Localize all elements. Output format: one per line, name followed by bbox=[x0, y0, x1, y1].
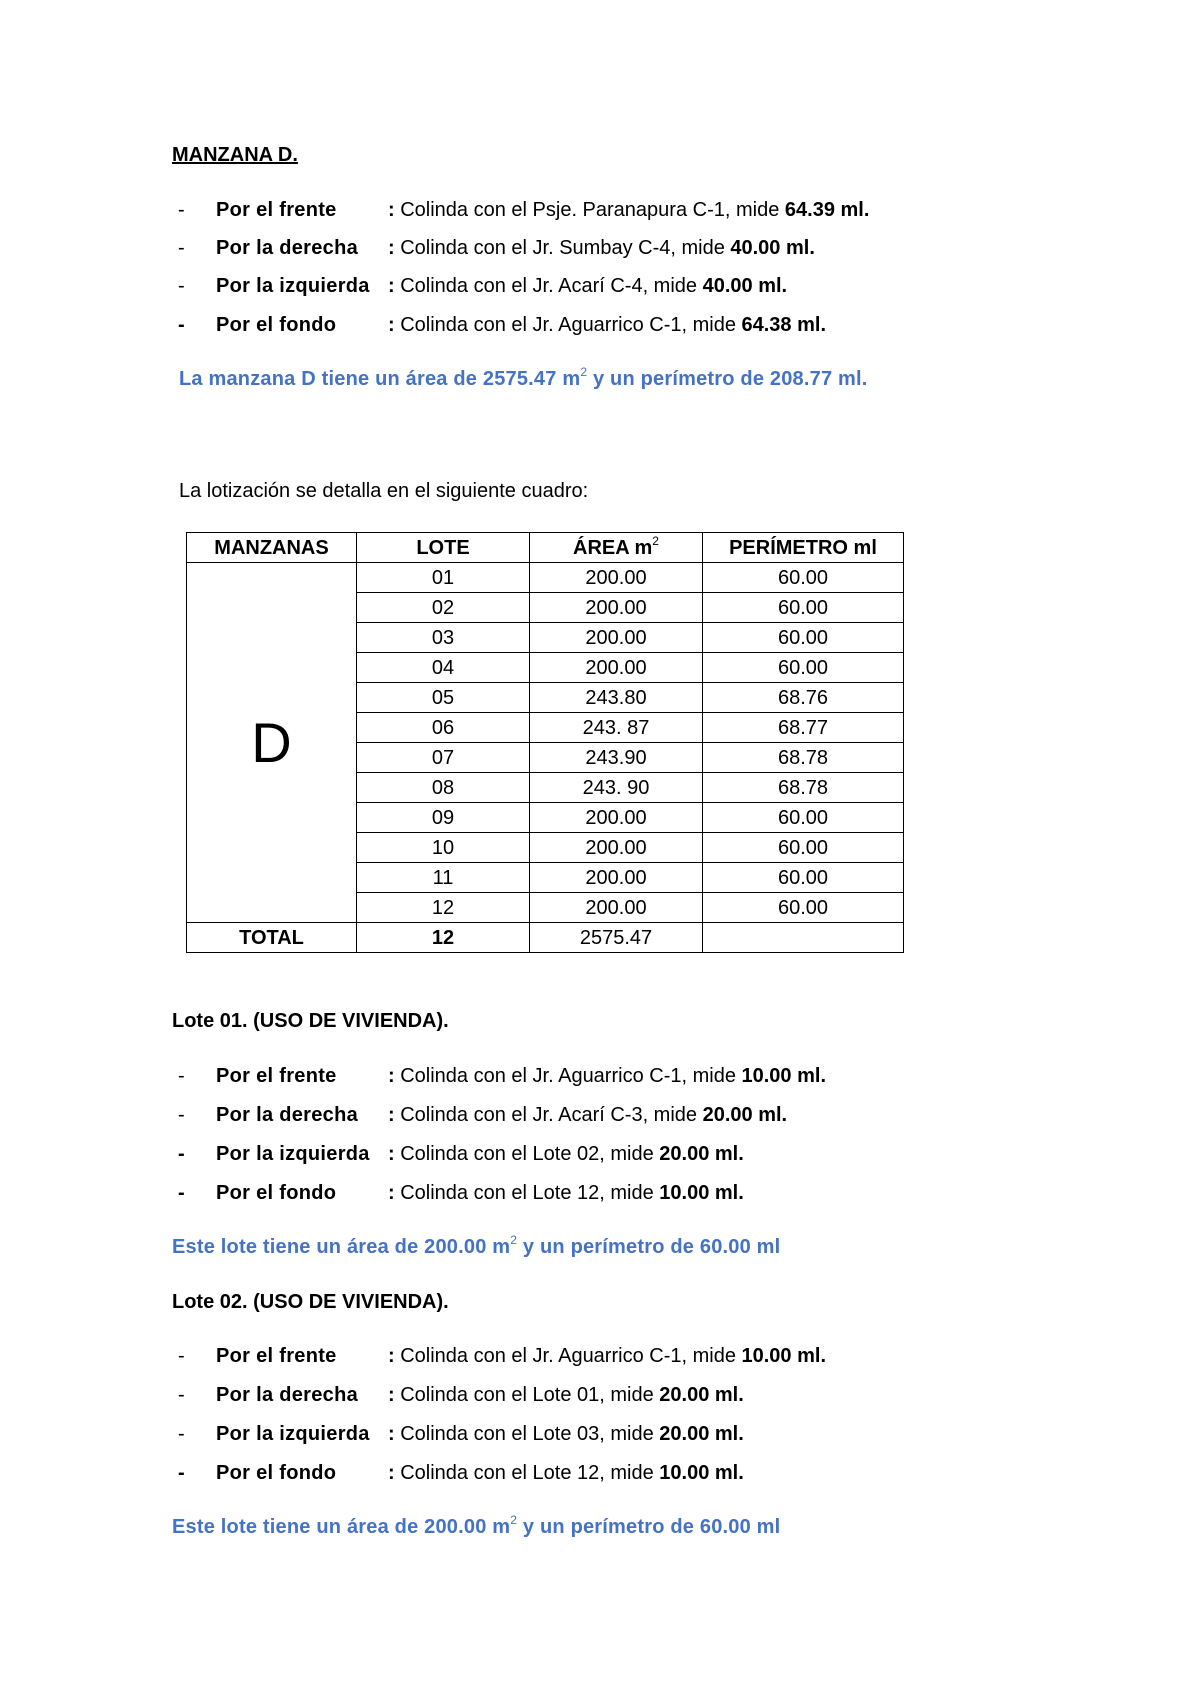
total-label: TOTAL bbox=[187, 923, 357, 953]
summary-text: La manzana D tiene un área de 2575.47 m bbox=[179, 368, 581, 390]
summary-superscript: 2 bbox=[510, 1233, 518, 1247]
boundary-label: Por la derecha bbox=[216, 1104, 359, 1126]
cell-perimetro: 60.00 bbox=[703, 593, 904, 623]
boundary-measure: 20.00 ml. bbox=[702, 1104, 788, 1126]
cell-area: 200.00 bbox=[530, 653, 703, 683]
boundary-text: Colinda con el Lote 02, mide bbox=[394, 1143, 660, 1165]
cell-lote: 10 bbox=[357, 833, 530, 863]
summary-text-end: y un perímetro de 208.77 ml. bbox=[587, 368, 868, 390]
bullet-dash: - bbox=[178, 1462, 185, 1484]
cell-area: 243.80 bbox=[530, 683, 703, 713]
boundary-colon: : bbox=[388, 1384, 395, 1406]
boundary-measure: 20.00 ml. bbox=[659, 1384, 744, 1406]
boundary-measure: 10.00 ml. bbox=[741, 1065, 827, 1087]
boundary-measure: 64.38 ml. bbox=[741, 314, 827, 336]
total-lote: 12 bbox=[357, 923, 530, 953]
lote01-summary bbox=[172, 1233, 781, 1259]
boundary-measure: 10.00 ml. bbox=[659, 1462, 744, 1484]
cell-lote: 09 bbox=[357, 803, 530, 833]
header-area-sup: 2 bbox=[652, 533, 659, 548]
table-intro: La lotización se detalla en el siguiente cuadro: bbox=[179, 480, 589, 502]
total-area: 2575.47 bbox=[530, 923, 703, 953]
boundary-measure: 10.00 ml. bbox=[741, 1345, 827, 1367]
cell-lote: 05 bbox=[357, 683, 530, 713]
boundary-colon: : bbox=[388, 275, 395, 297]
cell-lote: 02 bbox=[357, 593, 530, 623]
bullet-dash: - bbox=[178, 1143, 185, 1165]
cell-perimetro: 60.00 bbox=[703, 563, 904, 593]
boundary-label: Por la derecha bbox=[216, 1384, 359, 1406]
cell-perimetro: 68.78 bbox=[703, 773, 904, 803]
boundary-measure: 10.00 ml. bbox=[659, 1182, 744, 1204]
cell-lote: 07 bbox=[357, 743, 530, 773]
cell-area: 200.00 bbox=[530, 563, 703, 593]
total-perimetro bbox=[703, 923, 904, 953]
table-total-row bbox=[187, 923, 904, 953]
cell-area: 243. 90 bbox=[530, 773, 703, 803]
lote02-title: Lote 02. (USO DE VIVIENDA). bbox=[172, 1291, 449, 1313]
boundary-colon: : bbox=[388, 1462, 395, 1484]
boundary-colon: : bbox=[388, 1104, 395, 1126]
boundary-label: Por el fondo bbox=[216, 1462, 337, 1484]
cell-perimetro: 68.77 bbox=[703, 713, 904, 743]
bullet-dash: - bbox=[178, 1065, 185, 1087]
header-area bbox=[530, 533, 703, 563]
cell-lote: 03 bbox=[357, 623, 530, 653]
lotization-table bbox=[186, 532, 904, 953]
boundary-text: Colinda con el Lote 03, mide bbox=[394, 1423, 660, 1445]
boundary-measure: 40.00 ml. bbox=[702, 275, 788, 297]
boundary-text: Colinda con el Lote 12, mide bbox=[394, 1462, 660, 1484]
cell-perimetro: 60.00 bbox=[703, 893, 904, 923]
boundary-measure: 20.00 ml. bbox=[659, 1423, 744, 1445]
boundary-text: Colinda con el Lote 01, mide bbox=[394, 1384, 660, 1406]
table-header-row bbox=[187, 533, 904, 563]
boundary-colon: : bbox=[388, 1345, 395, 1367]
boundary-label: Por la izquierda bbox=[216, 275, 370, 297]
bullet-dash: - bbox=[178, 237, 185, 259]
summary-text: Este lote tiene un área de 200.00 m bbox=[172, 1236, 511, 1258]
bullet-dash: - bbox=[178, 1345, 185, 1367]
boundary-label: Por la derecha bbox=[216, 237, 359, 259]
cell-perimetro: 68.78 bbox=[703, 743, 904, 773]
lote01-title: Lote 01. (USO DE VIVIENDA). bbox=[172, 1010, 449, 1032]
header-lote: LOTE bbox=[357, 533, 530, 563]
cell-area: 200.00 bbox=[530, 623, 703, 653]
cell-perimetro: 60.00 bbox=[703, 803, 904, 833]
boundary-text: Colinda con el Jr. Sumbay C-4, mide bbox=[394, 237, 731, 259]
boundary-label: Por la izquierda bbox=[216, 1423, 370, 1445]
summary-superscript: 2 bbox=[510, 1513, 518, 1527]
cell-perimetro: 60.00 bbox=[703, 623, 904, 653]
boundary-text: Colinda con el Jr. Aguarrico C-1, mide bbox=[394, 314, 742, 336]
summary-text-end: y un perímetro de 60.00 ml bbox=[517, 1516, 781, 1538]
boundary-colon: : bbox=[388, 1182, 395, 1204]
boundary-measure: 20.00 ml. bbox=[659, 1143, 744, 1165]
cell-area: 243.90 bbox=[530, 743, 703, 773]
cell-perimetro: 68.76 bbox=[703, 683, 904, 713]
boundary-label: Por el frente bbox=[216, 1345, 337, 1367]
boundary-colon: : bbox=[388, 1423, 395, 1445]
summary-text: Este lote tiene un área de 200.00 m bbox=[172, 1516, 511, 1538]
boundary-colon: : bbox=[388, 314, 395, 336]
bullet-dash: - bbox=[178, 199, 185, 221]
boundary-colon: : bbox=[388, 1065, 395, 1087]
cell-lote: 12 bbox=[357, 893, 530, 923]
cell-area: 200.00 bbox=[530, 833, 703, 863]
cell-lote: 11 bbox=[357, 863, 530, 893]
header-manzanas: MANZANAS bbox=[187, 533, 357, 563]
bullet-dash: - bbox=[178, 1104, 185, 1126]
bullet-dash: - bbox=[178, 1423, 185, 1445]
summary-superscript: 2 bbox=[580, 365, 588, 379]
summary-text-end: y un perímetro de 60.00 ml bbox=[517, 1236, 781, 1258]
header-area-label: ÁREA m bbox=[573, 536, 653, 559]
boundary-label: Por el frente bbox=[216, 1065, 337, 1087]
boundary-label: Por el fondo bbox=[216, 1182, 337, 1204]
bullet-dash: - bbox=[178, 1384, 185, 1406]
cell-perimetro: 60.00 bbox=[703, 833, 904, 863]
boundary-text: Colinda con el Jr. Acarí C-4, mide bbox=[394, 275, 703, 297]
bullet-dash: - bbox=[178, 314, 185, 336]
boundary-measure: 64.39 ml. bbox=[784, 199, 870, 221]
table-row bbox=[187, 563, 904, 593]
manzana-title: MANZANA D. bbox=[172, 144, 298, 166]
manzana-summary bbox=[179, 365, 868, 391]
cell-lote: 04 bbox=[357, 653, 530, 683]
cell-area: 200.00 bbox=[530, 863, 703, 893]
boundary-text: Colinda con el Lote 12, mide bbox=[394, 1182, 660, 1204]
boundary-measure: 40.00 ml. bbox=[730, 237, 815, 259]
boundary-label: Por la izquierda bbox=[216, 1143, 370, 1165]
block-cell: D bbox=[187, 563, 357, 923]
cell-lote: 06 bbox=[357, 713, 530, 743]
cell-lote: 08 bbox=[357, 773, 530, 803]
boundary-text: Colinda con el Jr. Acarí C-3, mide bbox=[394, 1104, 703, 1126]
boundary-text: Colinda con el Jr. Aguarrico C-1, mide bbox=[394, 1065, 742, 1087]
cell-perimetro: 60.00 bbox=[703, 653, 904, 683]
lote02-summary bbox=[172, 1513, 781, 1539]
cell-area: 200.00 bbox=[530, 893, 703, 923]
boundary-colon: : bbox=[388, 1143, 395, 1165]
header-perimetro: PERÍMETRO ml bbox=[703, 533, 904, 563]
cell-area: 243. 87 bbox=[530, 713, 703, 743]
boundary-text: Colinda con el Jr. Aguarrico C-1, mide bbox=[394, 1345, 742, 1367]
boundary-colon: : bbox=[388, 199, 395, 221]
boundary-text: Colinda con el Psje. Paranapura C-1, mide bbox=[394, 199, 785, 221]
bullet-dash: - bbox=[178, 1182, 185, 1204]
cell-perimetro: 60.00 bbox=[703, 863, 904, 893]
boundary-colon: : bbox=[388, 237, 395, 259]
cell-area: 200.00 bbox=[530, 803, 703, 833]
boundary-label: Por el fondo bbox=[216, 314, 337, 336]
bullet-dash: - bbox=[178, 275, 185, 297]
cell-area: 200.00 bbox=[530, 593, 703, 623]
boundary-label: Por el frente bbox=[216, 199, 337, 221]
cell-lote: 01 bbox=[357, 563, 530, 593]
